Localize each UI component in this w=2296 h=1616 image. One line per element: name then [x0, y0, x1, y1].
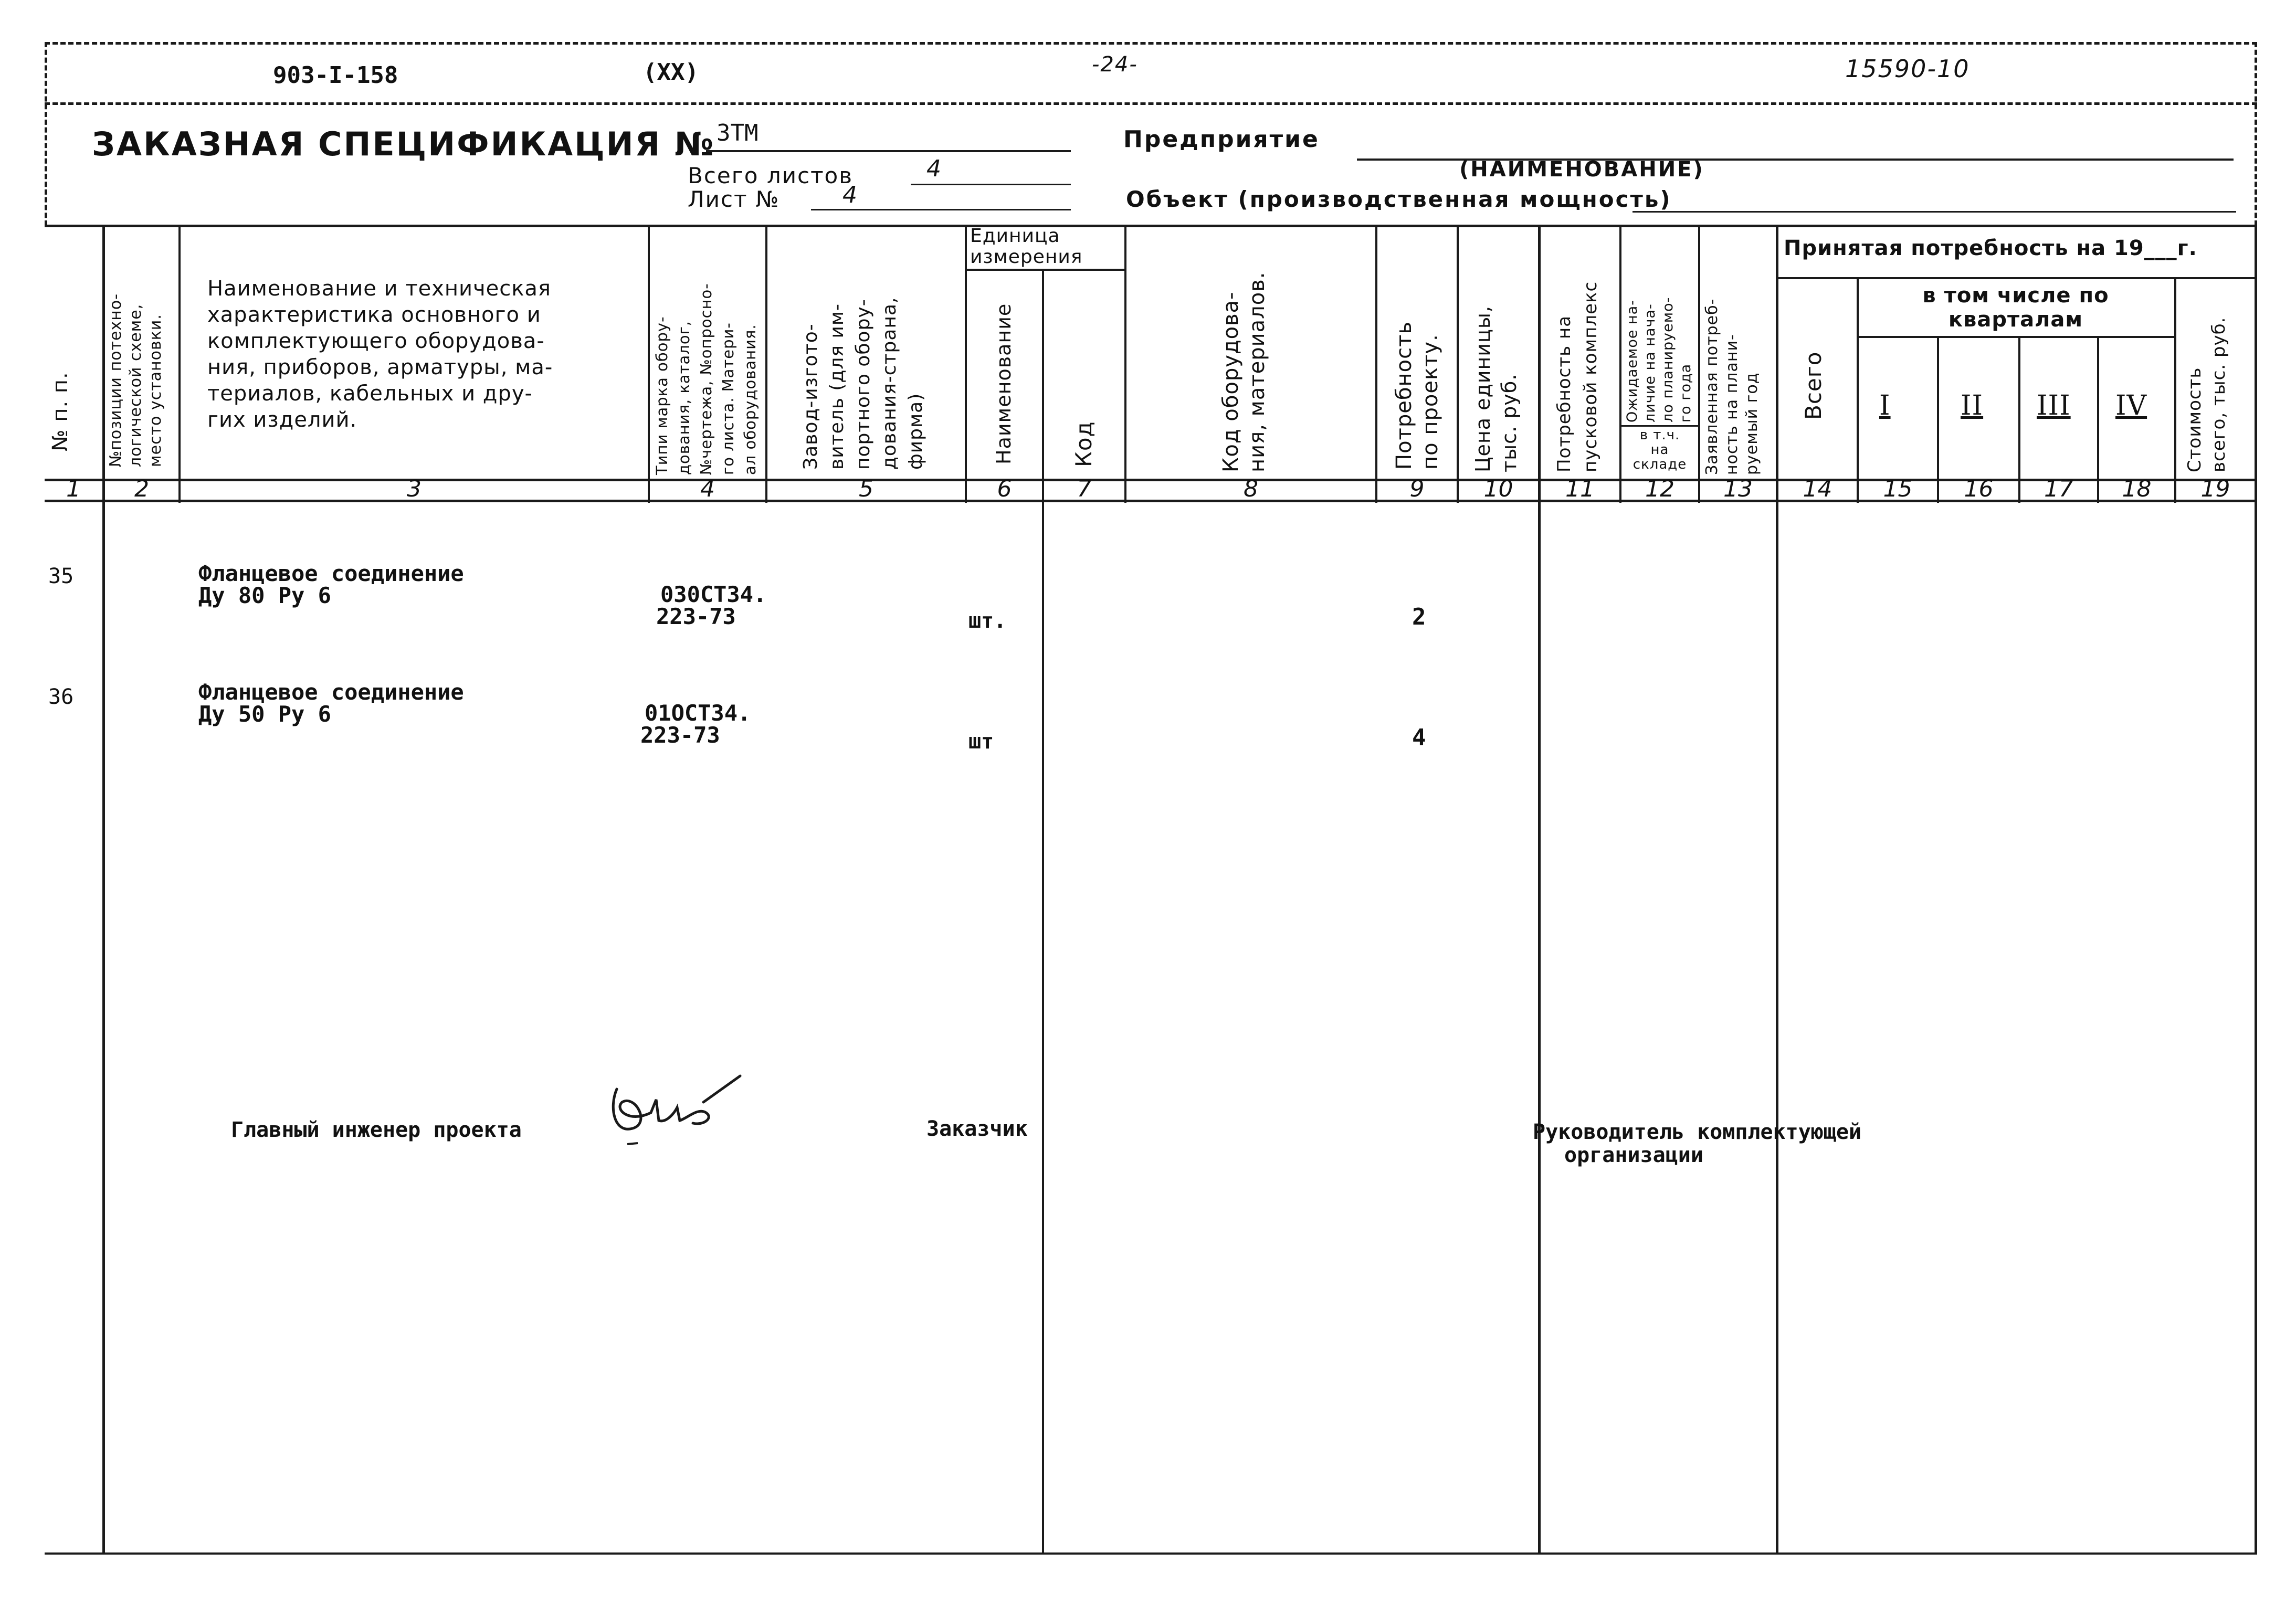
row-mark-line: 223-73: [656, 604, 736, 629]
doc-code: 903-I-158: [273, 62, 398, 89]
frame-top-line: [45, 42, 2257, 45]
colnum-14: 14: [1803, 476, 1832, 502]
row-name-line: Ду 50 Ру 6: [198, 701, 331, 727]
header-c12-line: го года: [1678, 363, 1694, 423]
colnum-16: 16: [1964, 476, 1994, 502]
header-c9: [1391, 321, 1444, 470]
row-name: [198, 563, 464, 607]
table-bottom-line: [45, 1552, 2257, 1555]
row-mark-line: 223-73: [640, 722, 720, 748]
supplier-label: [1533, 1121, 1861, 1167]
row-unit: шт: [968, 730, 994, 754]
row-name-line: Фланцевое соединение: [198, 679, 464, 705]
header-c2-line: №позиции потехно-: [107, 293, 125, 467]
colnum-17: 17: [2044, 476, 2073, 502]
header-c12b-line: складе: [1633, 457, 1687, 472]
header-c9-line: по проекту.: [1418, 334, 1442, 470]
header-top-line: [45, 225, 2257, 227]
header-c19-line: Стоимость: [2184, 367, 2205, 472]
colnum-12: 12: [1645, 476, 1674, 502]
vline-4: [765, 225, 767, 503]
header-c11-line: Потребность на: [1554, 315, 1575, 472]
vline-3: [648, 225, 650, 503]
vline-9: [1457, 225, 1459, 503]
colnum-13: 13: [1723, 476, 1753, 502]
vline-7: [1124, 225, 1126, 503]
header-c12b-line: в т.ч.: [1639, 427, 1680, 443]
colnum-5: 5: [859, 476, 873, 502]
sheets-total-label: Всего листов: [688, 163, 854, 188]
header-c11: [1551, 281, 1604, 472]
header-c12b-line: на: [1650, 442, 1669, 458]
sheet-label: Лист №: [688, 186, 780, 212]
header-quarters: в том числе по кварталам: [1922, 283, 2109, 332]
vline-6: [1042, 269, 1044, 1552]
header-c12-line: ло планируемо-: [1660, 297, 1676, 423]
vline-12: [1698, 225, 1700, 503]
header-c3-line: комплектующего оборудова-: [207, 329, 545, 353]
header-c2: [106, 293, 166, 467]
header-c3-line: териалов, кабельных и дру-: [207, 382, 533, 406]
row-name: [198, 681, 464, 725]
colnum-15: 15: [1883, 476, 1913, 502]
header-c11-line: пусковой комплекс: [1580, 281, 1601, 472]
spec-title: ЗАКАЗНАЯ СПЕЦИФИКАЦИЯ №: [92, 125, 715, 163]
header-c5-line: портного обору-: [852, 299, 874, 470]
header-c12: [1624, 297, 1695, 423]
sheets-underline: [911, 184, 1071, 185]
row-mark-line: 01ОСТ34.: [645, 700, 751, 726]
colnum-1: 1: [66, 476, 81, 502]
header-c7: Код: [1071, 421, 1097, 467]
row-name-line: Фланцевое соединение: [198, 561, 464, 586]
header-c1: № п. п.: [48, 372, 72, 451]
object-label: Объект (производственная мощность): [1126, 186, 1672, 212]
page-number: -24-: [1092, 52, 1138, 77]
row-mark: [640, 702, 751, 746]
chief-engineer-label: Главный инженер проекта: [231, 1118, 522, 1142]
header-c5-line: дования-страна,: [879, 297, 900, 470]
colnum-7: 7: [1077, 476, 1092, 502]
header-c13-line: ность на плани-: [1723, 334, 1741, 475]
header-c5-line: витель (для им-: [826, 303, 848, 470]
accepted-subline: [1776, 277, 2257, 279]
colnum-2: 2: [134, 476, 149, 502]
header-c13: [1702, 299, 1762, 475]
vline-13: [1776, 225, 1778, 1552]
header-c12-line: Ожидаемое на-: [1624, 300, 1640, 423]
header-c3: [207, 276, 553, 433]
header-c3-line: характеристика основного и: [207, 303, 541, 327]
header-c14: Всего: [1800, 351, 1826, 420]
header-c5-line: Завод-изгото-: [800, 323, 821, 470]
row-name-line: Ду 80 Ру 6: [198, 583, 331, 608]
colnum-6: 6: [997, 476, 1012, 502]
sheet-number: 4: [842, 182, 858, 208]
header-c4: [651, 283, 761, 475]
header-c9-line: Потребность: [1392, 321, 1416, 470]
title-number-underline: [706, 150, 1071, 152]
vline-8: [1375, 225, 1377, 503]
header-c19-line: всего, тыс. руб.: [2208, 316, 2229, 472]
vline-10: [1538, 225, 1541, 1552]
vline-2: [178, 225, 181, 503]
header-c3-line: гих изделий.: [207, 408, 357, 432]
vline-14: [1857, 277, 1859, 503]
header-c3-line: ния, приборов, арматуры, ма-: [207, 355, 553, 379]
header-accepted: Принятая потребность на 19___г.: [1784, 236, 2197, 260]
vline-right: [2255, 225, 2257, 1552]
album-number: (XX): [643, 59, 699, 86]
header-c4-line: го листа. Матери-: [719, 322, 737, 475]
vline-11: [1619, 225, 1621, 503]
quarters-subline: [1857, 336, 2174, 338]
colnum-8: 8: [1244, 476, 1258, 502]
customer-label: Заказчик: [926, 1117, 1028, 1141]
supplier-label-line: организации: [1564, 1143, 1703, 1167]
colnum-4: 4: [700, 476, 715, 502]
unit-subline: [965, 269, 1124, 271]
header-c12b: [1623, 428, 1697, 472]
colnum-9: 9: [1409, 476, 1425, 502]
row-number: 36: [48, 685, 74, 709]
header-c16: II: [1961, 390, 1984, 421]
vline-1: [102, 225, 105, 1552]
header-c4-line: Типи марка обору-: [653, 316, 671, 475]
row-mark-line: 030СТ34.: [660, 582, 767, 607]
header-c17: III: [2037, 390, 2071, 421]
frame-title-line: [45, 102, 2257, 105]
header-c2-line: место установки.: [146, 314, 165, 467]
spec-number: ЗТМ: [717, 120, 759, 146]
row-unit: шт.: [968, 609, 1007, 633]
header-c15: I: [1879, 390, 1891, 421]
frame-right-line: [2255, 42, 2257, 226]
header-c10-line: тыс. руб.: [1498, 373, 1521, 472]
header-c6: Наименование: [992, 303, 1015, 464]
header-c4-line: ал оборудования.: [741, 324, 759, 475]
row-mark: [656, 584, 766, 628]
row-qty: 4: [1412, 724, 1426, 751]
colnum-19: 19: [2200, 476, 2230, 502]
colnum-11: 11: [1565, 476, 1595, 502]
c12-subline: [1619, 425, 1698, 427]
header-unit: Единица измерения: [970, 225, 1083, 268]
header-c3-line: Наименование и техническая: [207, 277, 551, 301]
header-c4-line: дования, каталог,: [675, 320, 693, 475]
header-c5: [798, 297, 929, 470]
header-c18: IV: [2115, 390, 2147, 421]
vline-5: [965, 225, 967, 503]
object-underline: [1633, 211, 2236, 213]
header-c12-line: личие на нача-: [1642, 303, 1658, 423]
header-c4-line: №чертежа, №опросно-: [697, 283, 715, 475]
enterprise-label: Предприятие: [1123, 126, 1320, 153]
frame-left-line: [45, 42, 47, 226]
colnum-18: 18: [2122, 476, 2152, 502]
colnum-3: 3: [407, 476, 422, 502]
supplier-label-line: Руководитель комплектующей: [1533, 1120, 1862, 1144]
header-c19: [2183, 317, 2231, 472]
name-note: (НАИМЕНОВАНИЕ): [1459, 157, 1704, 182]
row-number: 35: [48, 564, 74, 588]
header-c2-line: логической схеме,: [127, 303, 145, 467]
colnum-10: 10: [1483, 476, 1513, 502]
header-c8-line: ния, материалов.: [1245, 271, 1269, 472]
row-qty: 2: [1412, 604, 1426, 630]
header-c13-line: Заявленная потреб-: [1703, 298, 1721, 475]
header-c5-line: фирма): [905, 393, 926, 470]
header-c10: [1470, 305, 1522, 472]
header-c8-line: Код оборудова-: [1219, 291, 1243, 472]
sheets-total: 4: [926, 155, 942, 182]
header-c8: [1218, 272, 1270, 472]
sheet-underline: [811, 209, 1071, 210]
vline-18: [2174, 277, 2176, 503]
header-c13-line: руемый год: [1743, 372, 1761, 475]
header-c10-line: Цена единицы,: [1471, 305, 1494, 472]
inventory-number: 15590-10: [1845, 55, 1970, 83]
